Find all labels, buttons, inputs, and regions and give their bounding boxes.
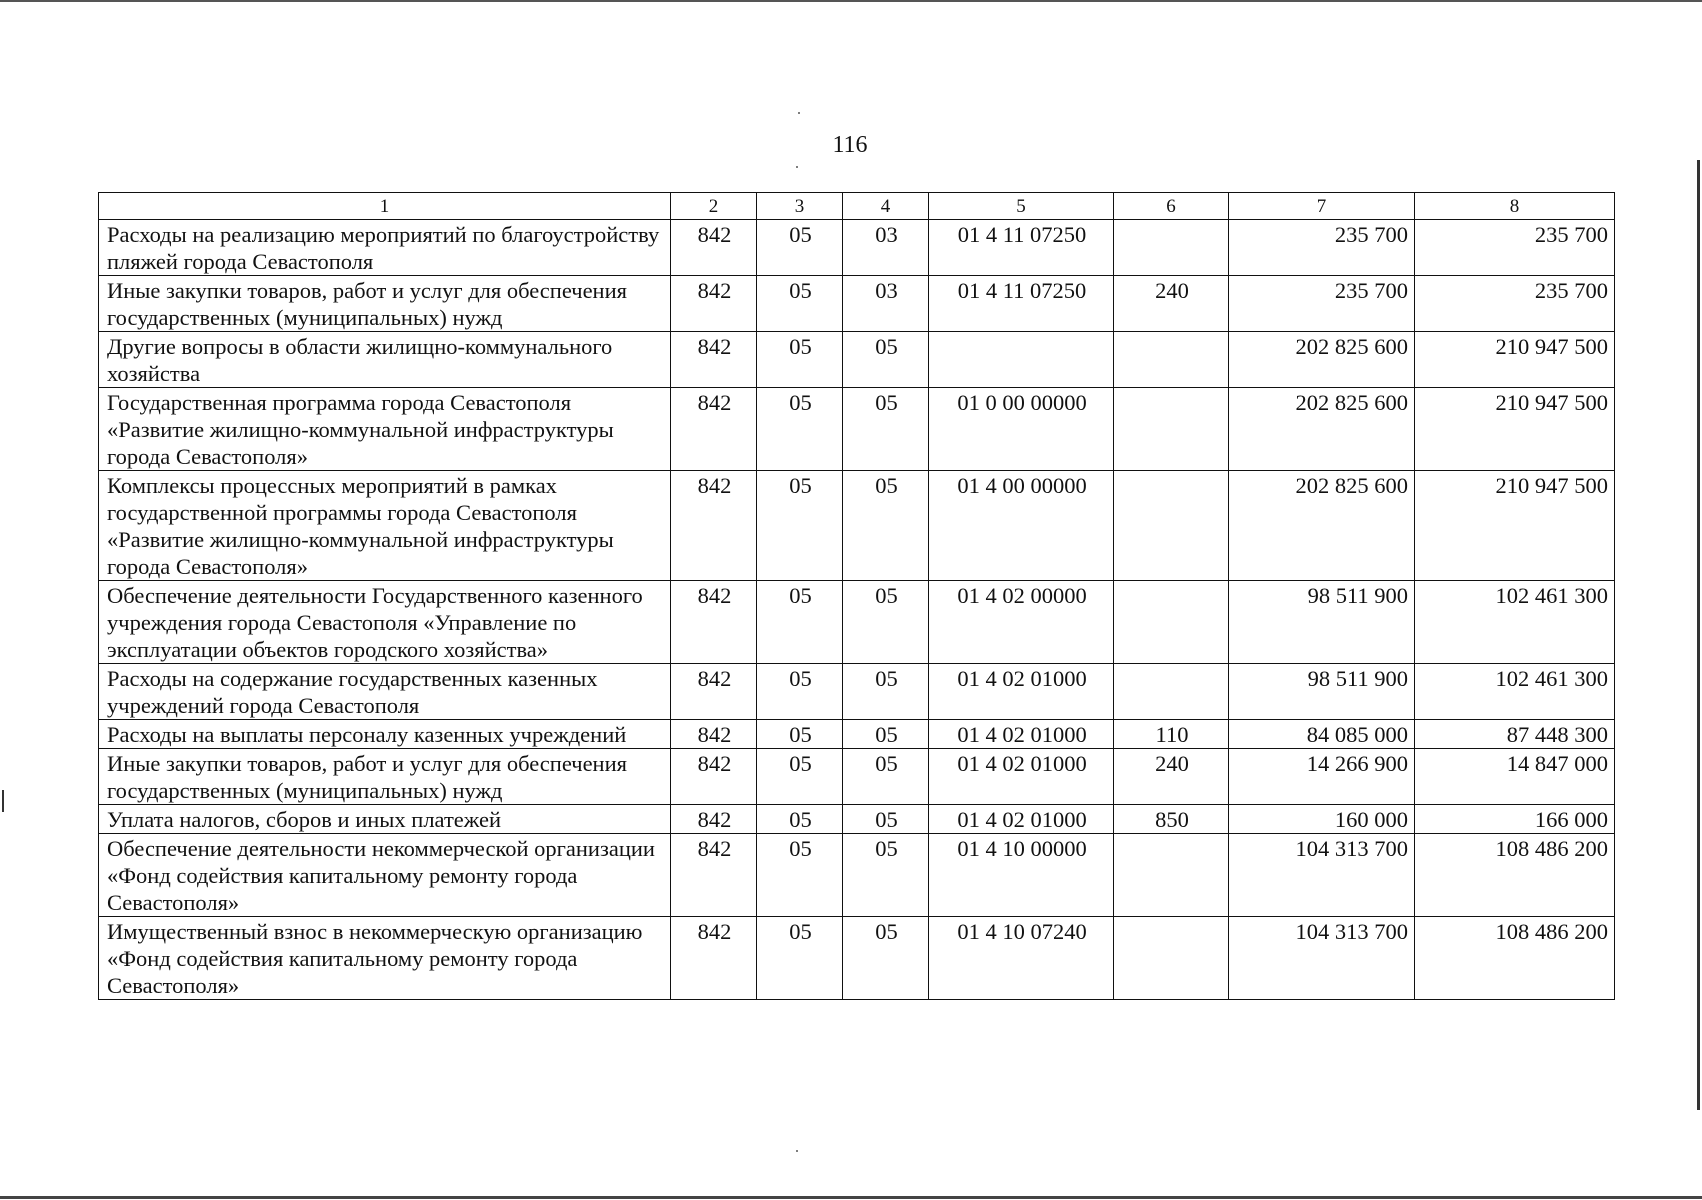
target-item-cell: 01 4 02 01000: [929, 749, 1114, 805]
scan-edge-right: [1697, 160, 1700, 1110]
amount-year1-cell: 235 700: [1229, 276, 1415, 332]
subsection-code-cell: 05: [843, 581, 929, 664]
column-header: 4: [843, 193, 929, 220]
amount-year1-cell: 202 825 600: [1229, 332, 1415, 388]
amount-year2-cell: 14 847 000: [1415, 749, 1615, 805]
subsection-code-cell: 05: [843, 388, 929, 471]
scan-speck: [798, 112, 800, 114]
table-row: [99, 581, 1615, 664]
table-row: [99, 388, 1615, 471]
column-header: 3: [757, 193, 843, 220]
table-header-row: [99, 193, 1615, 220]
amount-year1-cell: 104 313 700: [1229, 917, 1415, 1000]
target-item-cell: 01 4 11 07250: [929, 276, 1114, 332]
amount-year1-cell: 202 825 600: [1229, 388, 1415, 471]
expense-name-cell: Комплексы процессных мероприятий в рамках государственной программы города Севастополя «Развитие жилищно-коммунальной инфраструктуры города Севастополя»: [99, 471, 671, 581]
subsection-code-cell: 05: [843, 664, 929, 720]
amount-year2-cell: 210 947 500: [1415, 388, 1615, 471]
table-row: [99, 834, 1615, 917]
section-code-cell: 05: [757, 720, 843, 749]
expense-type-cell: [1114, 471, 1229, 581]
column-header: 1: [99, 193, 671, 220]
ministry-code-cell: 842: [671, 749, 757, 805]
expense-name-cell: Расходы на реализацию мероприятий по благоустройству пляжей города Севастополя: [99, 220, 671, 276]
target-item-cell: 01 4 10 07240: [929, 917, 1114, 1000]
amount-year2-cell: 87 448 300: [1415, 720, 1615, 749]
ministry-code-cell: 842: [671, 664, 757, 720]
ministry-code-cell: 842: [671, 805, 757, 834]
amount-year2-cell: 210 947 500: [1415, 332, 1615, 388]
column-header: 5: [929, 193, 1114, 220]
amount-year2-cell: 210 947 500: [1415, 471, 1615, 581]
ministry-code-cell: 842: [671, 581, 757, 664]
amount-year2-cell: 108 486 200: [1415, 834, 1615, 917]
subsection-code-cell: 05: [843, 917, 929, 1000]
amount-year2-cell: 102 461 300: [1415, 664, 1615, 720]
target-item-cell: 01 4 02 01000: [929, 720, 1114, 749]
subsection-code-cell: 05: [843, 749, 929, 805]
column-header: 8: [1415, 193, 1615, 220]
expense-type-cell: 850: [1114, 805, 1229, 834]
amount-year1-cell: 235 700: [1229, 220, 1415, 276]
expense-name-cell: Иные закупки товаров, работ и услуг для обеспечения государственных (муниципальных) нужд: [99, 749, 671, 805]
table-row: [99, 805, 1615, 834]
subsection-code-cell: 05: [843, 332, 929, 388]
scan-edge-top: [0, 0, 1702, 2]
expense-name-cell: Обеспечение деятельности некоммерческой организации «Фонд содействия капитальному ремонту города Севастополя»: [99, 834, 671, 917]
target-item-cell: 01 4 10 00000: [929, 834, 1114, 917]
target-item-cell: 01 4 11 07250: [929, 220, 1114, 276]
subsection-code-cell: 05: [843, 834, 929, 917]
target-item-cell: 01 4 02 00000: [929, 581, 1114, 664]
subsection-code-cell: 05: [843, 805, 929, 834]
expense-type-cell: [1114, 332, 1229, 388]
budget-table: [98, 192, 1615, 1000]
column-header: 2: [671, 193, 757, 220]
expense-name-cell: Другие вопросы в области жилищно-коммунального хозяйства: [99, 332, 671, 388]
amount-year2-cell: 235 700: [1415, 276, 1615, 332]
target-item-cell: 01 4 02 01000: [929, 664, 1114, 720]
table-row: [99, 332, 1615, 388]
amount-year1-cell: 14 266 900: [1229, 749, 1415, 805]
ministry-code-cell: 842: [671, 834, 757, 917]
ministry-code-cell: 842: [671, 720, 757, 749]
expense-name-cell: Расходы на содержание государственных казенных учреждений города Севастополя: [99, 664, 671, 720]
amount-year2-cell: 108 486 200: [1415, 917, 1615, 1000]
section-code-cell: 05: [757, 581, 843, 664]
section-code-cell: 05: [757, 749, 843, 805]
subsection-code-cell: 05: [843, 720, 929, 749]
scan-edge-bottom: [0, 1196, 1702, 1199]
section-code-cell: 05: [757, 276, 843, 332]
expense-name-cell: Государственная программа города Севастополя «Развитие жилищно-коммунальной инфраструктуры города Севастополя»: [99, 388, 671, 471]
expense-name-cell: Иные закупки товаров, работ и услуг для обеспечения государственных (муниципальных) нужд: [99, 276, 671, 332]
ministry-code-cell: 842: [671, 332, 757, 388]
table-row: [99, 664, 1615, 720]
section-code-cell: 05: [757, 388, 843, 471]
expense-type-cell: [1114, 581, 1229, 664]
section-code-cell: 05: [757, 471, 843, 581]
subsection-code-cell: 03: [843, 276, 929, 332]
section-code-cell: 05: [757, 332, 843, 388]
table-row: [99, 471, 1615, 581]
amount-year1-cell: 84 085 000: [1229, 720, 1415, 749]
expense-name-cell: Расходы на выплаты персоналу казенных учреждений: [99, 720, 671, 749]
column-header: 7: [1229, 193, 1415, 220]
amount-year1-cell: 104 313 700: [1229, 834, 1415, 917]
amount-year1-cell: 160 000: [1229, 805, 1415, 834]
expense-type-cell: [1114, 220, 1229, 276]
table-row: [99, 917, 1615, 1000]
expense-type-cell: 240: [1114, 276, 1229, 332]
amount-year1-cell: 98 511 900: [1229, 664, 1415, 720]
scan-mark-left: [2, 790, 4, 812]
expense-name-cell: Обеспечение деятельности Государственного казенного учреждения города Севастополя «Управление по эксплуатации объектов городского хозяйства»: [99, 581, 671, 664]
table-row: [99, 276, 1615, 332]
expense-type-cell: [1114, 834, 1229, 917]
column-header: 6: [1114, 193, 1229, 220]
ministry-code-cell: 842: [671, 220, 757, 276]
ministry-code-cell: 842: [671, 917, 757, 1000]
expense-type-cell: 110: [1114, 720, 1229, 749]
section-code-cell: 05: [757, 834, 843, 917]
expense-name-cell: Уплата налогов, сборов и иных платежей: [99, 805, 671, 834]
target-item-cell: 01 4 00 00000: [929, 471, 1114, 581]
ministry-code-cell: 842: [671, 276, 757, 332]
amount-year1-cell: 202 825 600: [1229, 471, 1415, 581]
expense-type-cell: [1114, 917, 1229, 1000]
table-row: [99, 720, 1615, 749]
target-item-cell: [929, 332, 1114, 388]
expense-type-cell: 240: [1114, 749, 1229, 805]
section-code-cell: 05: [757, 805, 843, 834]
ministry-code-cell: 842: [671, 471, 757, 581]
scan-speck: [796, 166, 798, 168]
expense-type-cell: [1114, 388, 1229, 471]
amount-year2-cell: 235 700: [1415, 220, 1615, 276]
section-code-cell: 05: [757, 664, 843, 720]
amount-year2-cell: 166 000: [1415, 805, 1615, 834]
target-item-cell: 01 4 02 01000: [929, 805, 1114, 834]
amount-year2-cell: 102 461 300: [1415, 581, 1615, 664]
expense-name-cell: Имущественный взнос в некоммерческую организацию «Фонд содействия капитальному ремонту города Севастополя»: [99, 917, 671, 1000]
subsection-code-cell: 03: [843, 220, 929, 276]
page-number: 116: [832, 132, 868, 158]
subsection-code-cell: 05: [843, 471, 929, 581]
table-row: [99, 749, 1615, 805]
target-item-cell: 01 0 00 00000: [929, 388, 1114, 471]
table-row: [99, 220, 1615, 276]
amount-year1-cell: 98 511 900: [1229, 581, 1415, 664]
ministry-code-cell: 842: [671, 388, 757, 471]
expense-type-cell: [1114, 664, 1229, 720]
scan-speck: [796, 1150, 798, 1152]
section-code-cell: 05: [757, 220, 843, 276]
section-code-cell: 05: [757, 917, 843, 1000]
